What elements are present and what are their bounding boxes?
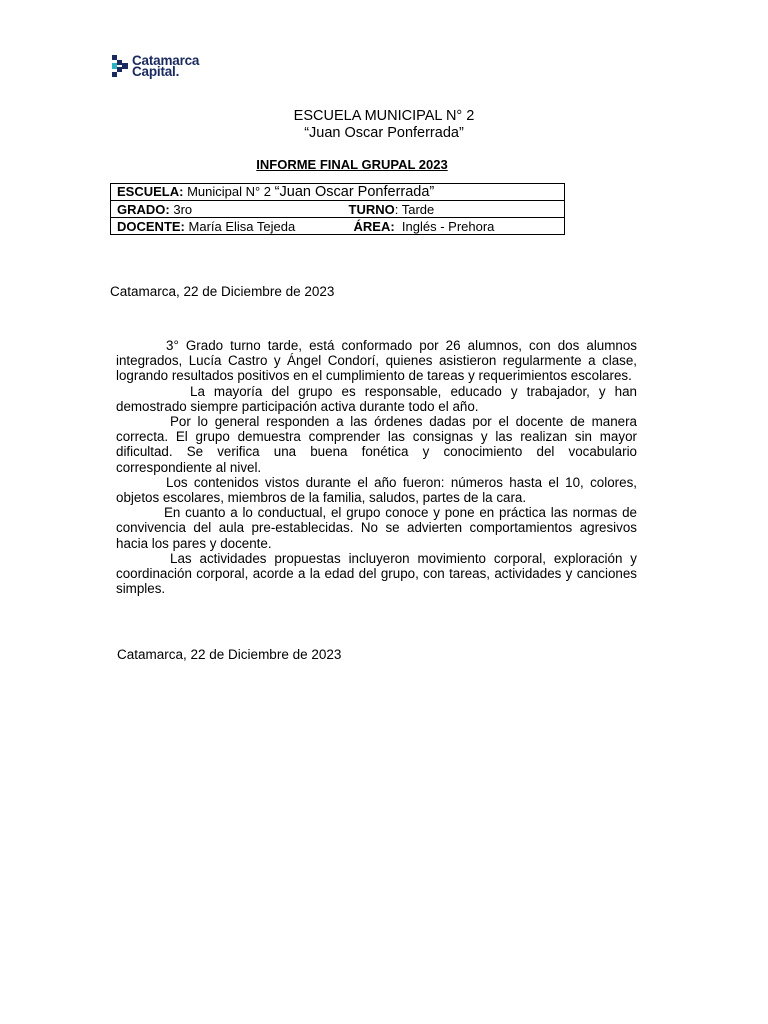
catamarca-capital-logo [112,55,199,77]
date-bottom: Catamarca, 22 de Diciembre de 2023 [117,647,342,662]
logo-text [132,55,199,77]
info-cell-escuela [111,184,565,201]
info-cell-docente [111,218,565,235]
turno-label: TURNO [348,201,395,217]
info-cell-grado [111,201,565,218]
info-table [110,183,565,235]
area-label: ÁREA: [353,218,395,234]
paragraph: Las actividades propuestas incluyeron movimiento corporal, exploración y coordinación corporal, acorde a la edad del grupo, con tareas, actividades y canciones simples. [116,550,637,597]
paragraph: 3° Grado turno tarde, está conformado por 26 alumnos, con dos alumnos integrados, Lucía Castro y Ángel Condorí, quienes asistieron regularmente a clase, logrando resultados positivos en el cumplimiento de tareas y requerimientos escolares. [116,338,637,384]
docente-value: María Elisa Tejeda [188,218,296,234]
date-top: Catamarca, 22 de Diciembre de 2023 [110,284,335,299]
info-row-grado [111,201,565,218]
escuela-value-quote: “Juan Oscar Ponferrada” [274,184,435,200]
docente-label: DOCENTE: [117,218,185,234]
school-subtitle: “Juan Oscar Ponferrada” [304,125,464,141]
info-row-escuela [111,184,565,201]
paragraph: Los contenidos vistos durante el año fueron: números hasta el 10, colores, objetos escolares, miembros de la familia, saludos, partes de la cara. [116,474,637,506]
logo-line-2: Capital. [132,64,180,79]
logo-line-1: Catamarca [132,53,200,68]
report-body [116,338,637,596]
school-name: ESCUELA MUNICIPAL N° 2 [293,108,475,124]
paragraph: Por lo general responden a las órdenes dadas por el docente de manera correcta. El grupo demuestra comprender las consignas y las realizan sin mayor dificultad. Se verifica una buena fonética y conocimiento del vocabulario correspondiente al nivel. [116,414,637,475]
turno-value: : Tarde [394,201,435,217]
report-title: INFORME FINAL GRUPAL 2023 [256,157,448,172]
escuela-value: Municipal N° 2 [187,184,272,199]
paragraph: La mayoría del grupo es responsable, educado y trabajador, y han demostrado siempre participación activa durante todo el año. [116,383,637,414]
escuela-label: ESCUELA: [117,184,184,199]
logo-mark-icon [112,55,130,77]
info-row-docente [111,218,565,235]
grado-value: 3ro [173,201,193,217]
grado-label: GRADO: [117,201,170,217]
paragraph: En cuanto a lo conductual, el grupo conoce y pone en práctica las normas de convivencia del aula pre-establecidas. No se advierten comportamientos agresivos hacia los pares y docente. [116,505,637,551]
area-value: Inglés - Prehora [401,218,495,234]
